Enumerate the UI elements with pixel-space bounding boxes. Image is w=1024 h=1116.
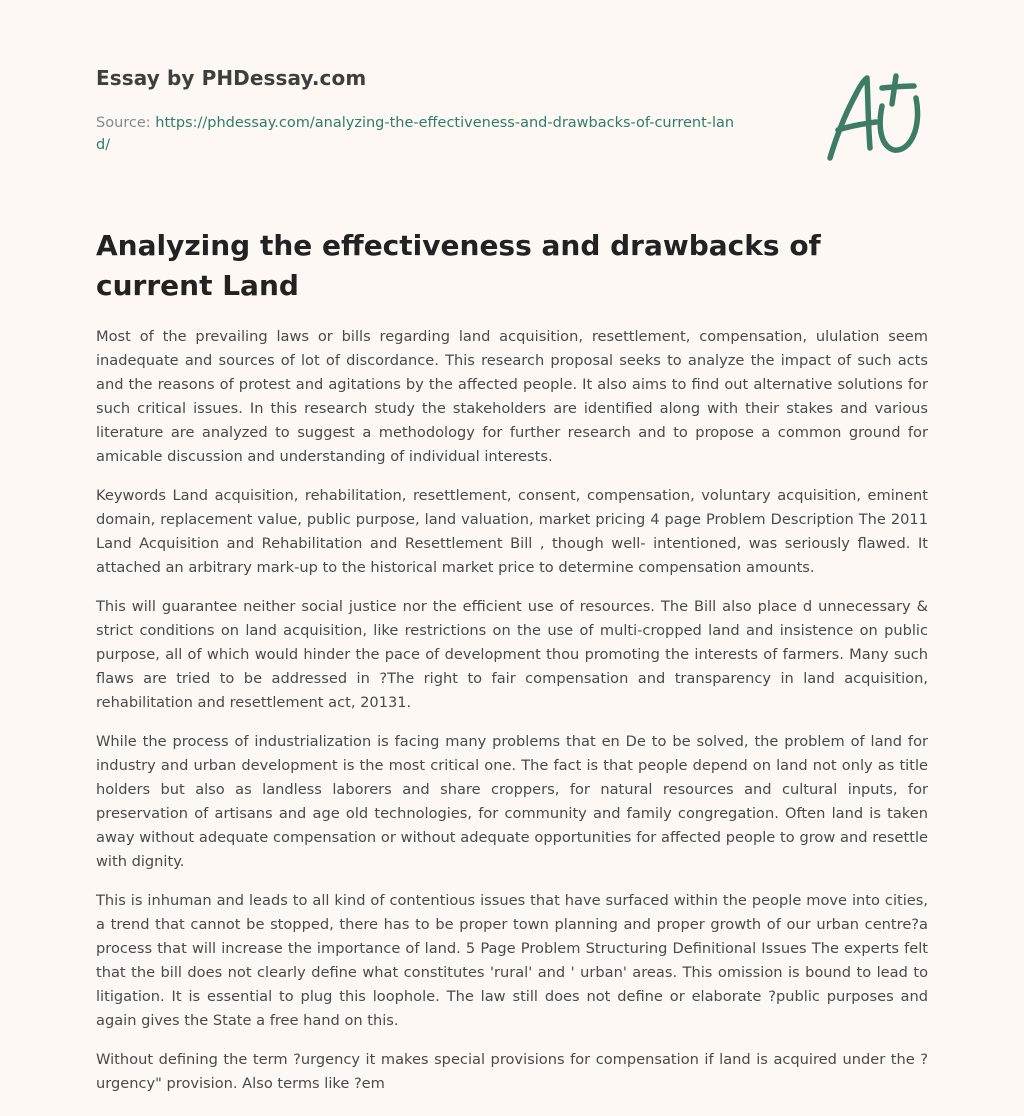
article-body [96,325,928,1111]
a-plus-logo-icon [822,68,932,164]
site-brand: Essay by PHDessay.com [96,66,367,90]
paragraph: This is inhuman and leads to all kind of contentious issues that have surfaced within the people move into cities, a trend that cannot be stopped, there has to be proper town planning and proper growth of our urban centre?a process that will increase the importance of land. 5 Page Problem Structuring Definitional Issues The experts felt that the bill does not clearly define what constitutes 'rural' and ' urban' areas. This omission is bound to lead to litigation. It is essential to plug this loophole. The law still does not define or elaborate ?public purposes and again gives the State a free hand on this. [96,892,928,1029]
paragraph: Most of the prevailing laws or bills regarding land acquisition, resettlement, compensation, ululation seem inadequate and sources of lot of discordance. This research proposal seeks to analyze the impact of such acts and the reasons of protest and agitations by the affected people. It also aims to find out alternative solutions for such critical issues. In this research study the stakeholders are identified along with their stakes and various literature are analyzed to suggest a methodology for further research and to propose a common ground for amicable discussion and understanding of individual interests. [96,328,928,465]
paragraph: Without defining the term ?urgency it makes special provisions for compensation if land is acquired under the ?urgency" provision. Also terms like ?em [96,1051,928,1092]
paragraph: This will guarantee neither social justice nor the efficient use of resources. The Bill also place d unnecessary & strict conditions on land acquisition, like restrictions on the use of multi-cropped land and insistence on public purpose, all of which would hinder the pace of development thou promoting the interests of farmers. Many such flaws are tried to be addressed in ?The right to fair compensation and transparency in land acquisition, rehabilitation and resettlement act, 20131. [96,598,928,711]
source-label: Source: [96,115,156,131]
paragraph: Keywords Land acquisition, rehabilitation, resettlement, consent, compensation, voluntary acquisition, eminent domain, replacement value, public purpose, land valuation, market pricing 4 page Problem Description The 2011 Land Acquisition and Rehabilitation and Resettlement Bill , though well- intentioned, was seriously flawed. It attached an arbitrary mark-up to the historical market price to determine compensation amounts. [96,487,928,576]
source-link[interactable]: https://phdessay.com/analyzing-the-effectiveness-and-drawbacks-of-current-land/ [96,115,735,153]
paragraph: While the process of industrialization is facing many problems that en De to be solved, the problem of land for industry and urban development is the most critical one. The fact is that people depend on land not only as title holders but also as landless laborers and share croppers, for natural resources and cultural inputs, for preservation of artisans and age old technologies, for community and family congregation. Often land is taken away without adequate compensation or without adequate opportunities for affected people to grow and resettle with dignity. [96,733,928,870]
article-title: Analyzing the effectiveness and drawbacks of current Land [96,229,821,302]
source-line [96,112,746,156]
